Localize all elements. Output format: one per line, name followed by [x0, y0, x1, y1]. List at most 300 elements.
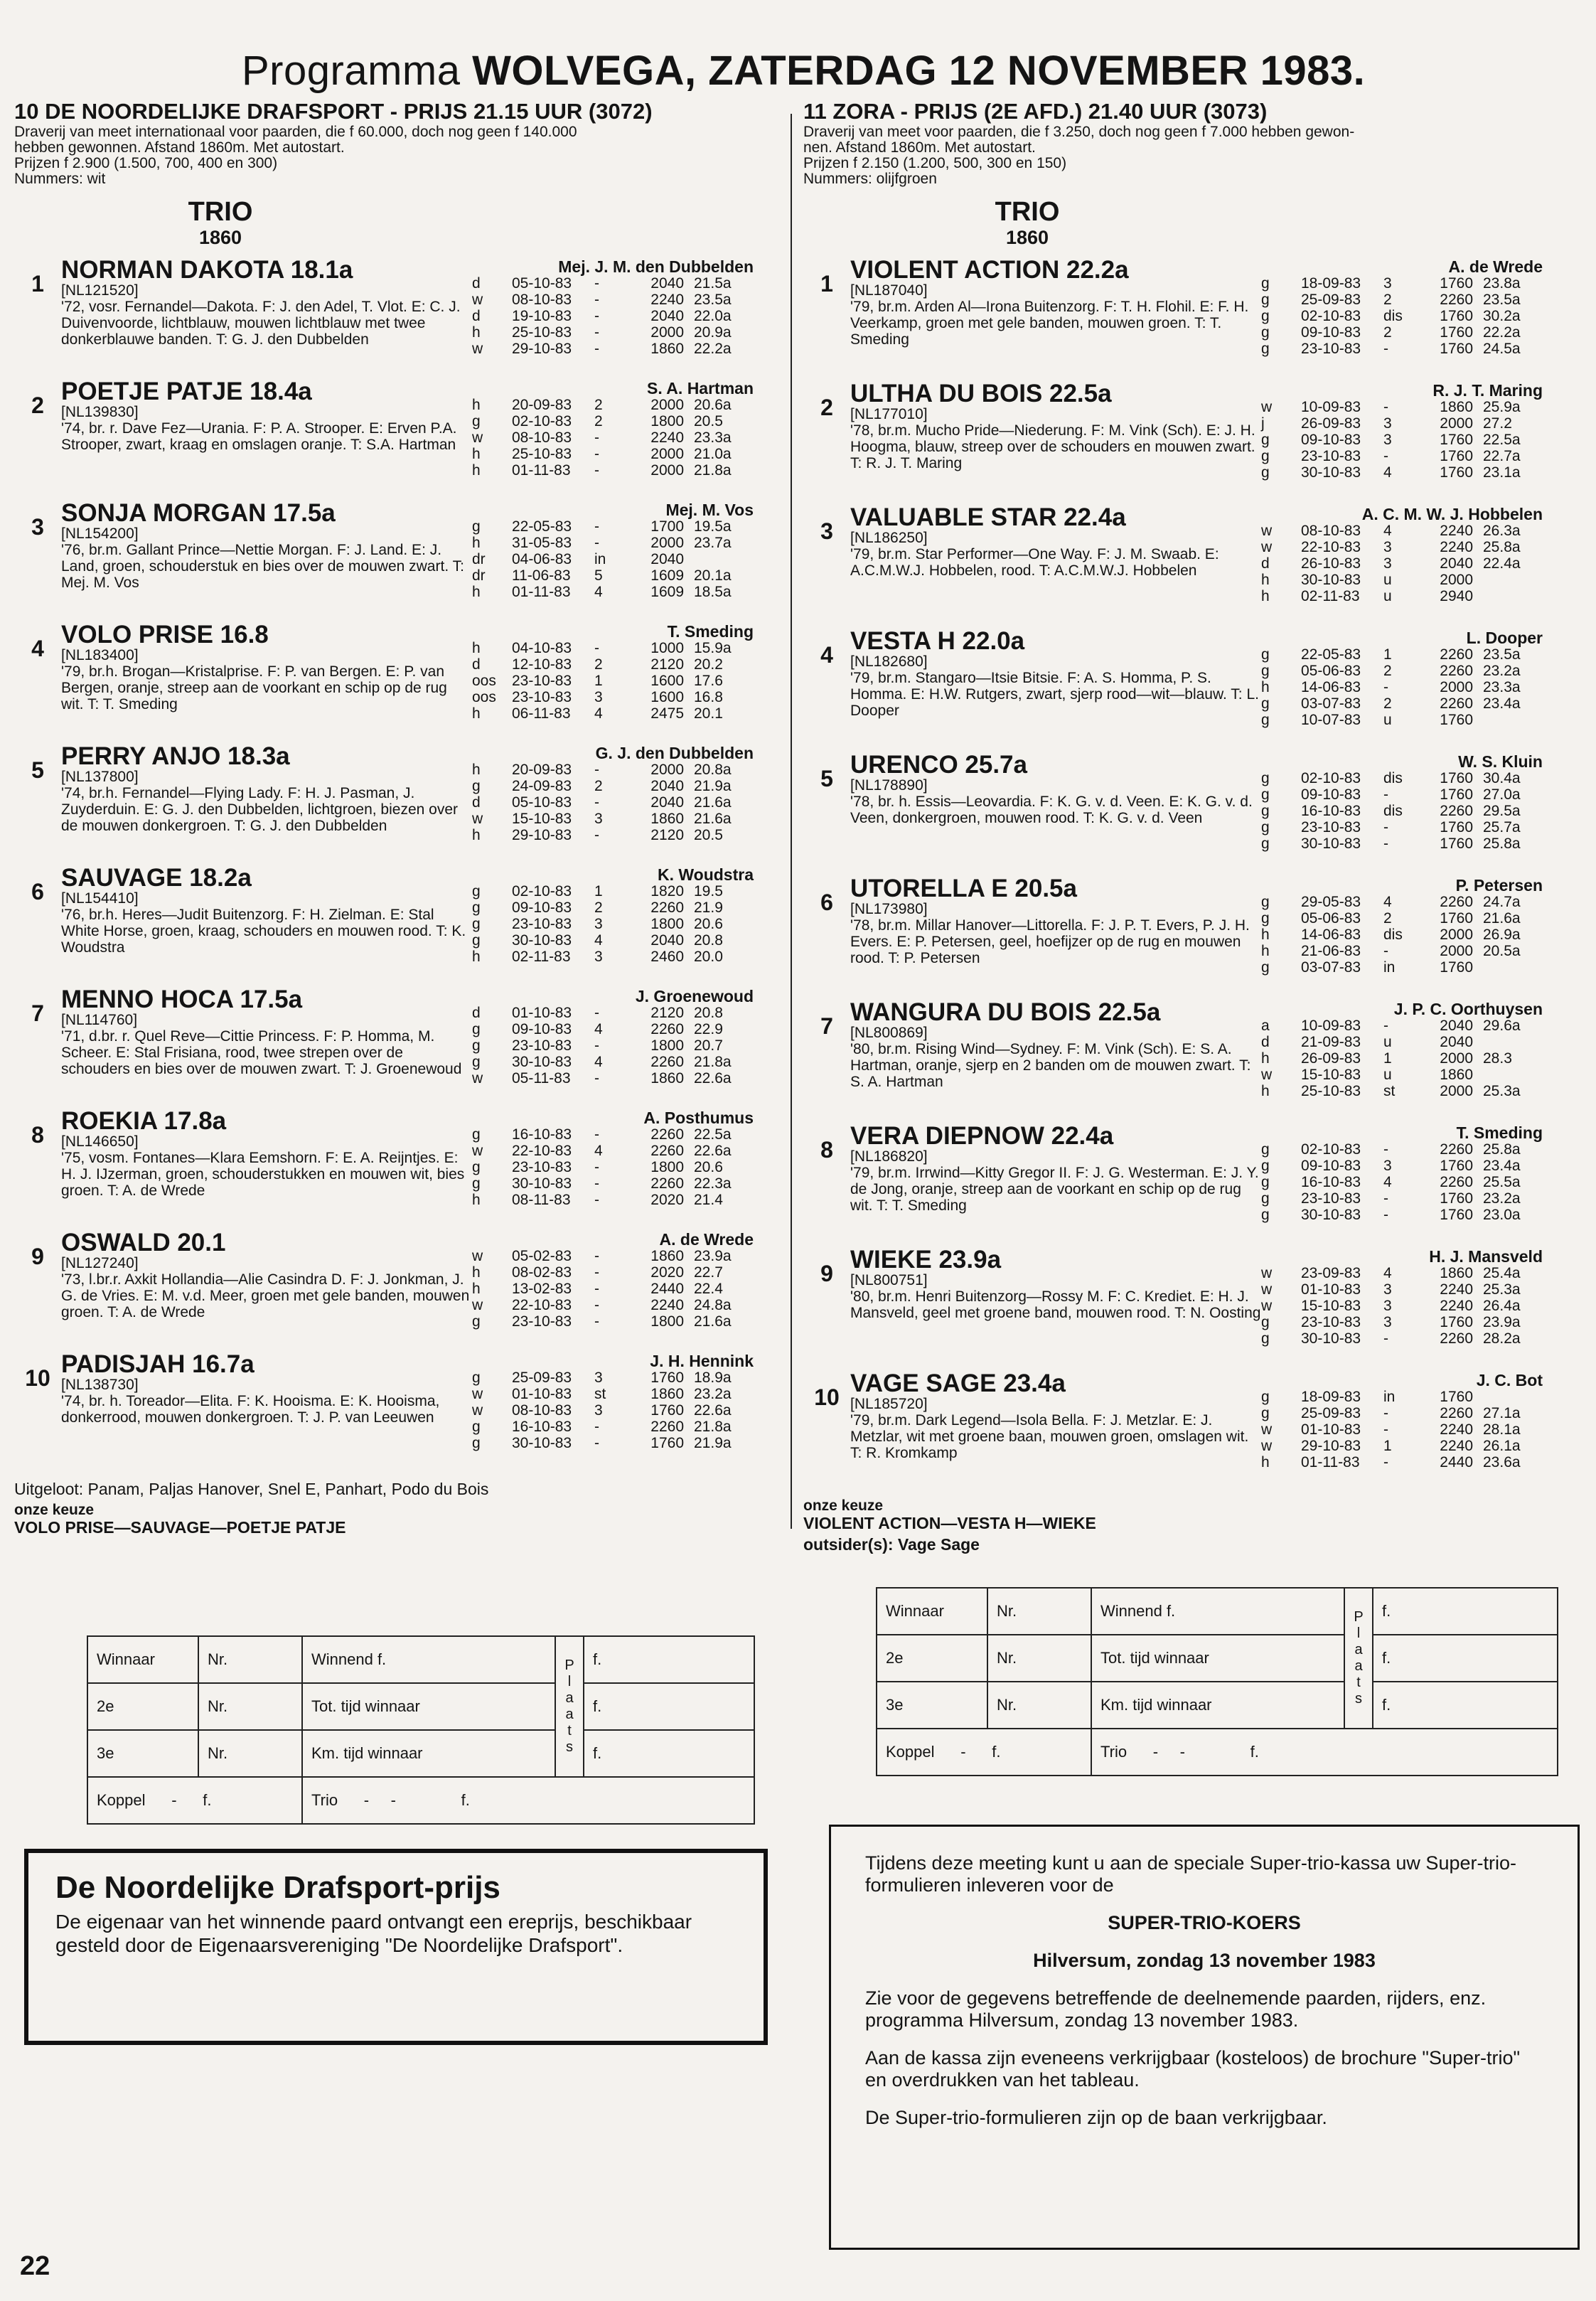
race-date: 03-07-83 — [1301, 695, 1361, 712]
race-date: 29-10-83 — [512, 341, 572, 357]
horse-name: WANGURA DU BOIS 22.5a — [850, 998, 1161, 1026]
race-date: 02-10-83 — [1301, 1141, 1361, 1158]
race-date: 01-11-83 — [512, 584, 571, 600]
race-date: 21-06-83 — [1301, 943, 1361, 959]
race-record-row — [1261, 943, 1540, 959]
track-code: d — [472, 308, 481, 324]
track-code: g — [1261, 1389, 1270, 1405]
distance: 2000 — [650, 324, 684, 341]
race-record-row — [1261, 1421, 1540, 1438]
placing: - — [1383, 1018, 1388, 1034]
race-record-row — [1261, 819, 1540, 835]
horse-description: '76, br.h. Heres—Judit Buitenzorg. F: H. Zielman. E: Stal White Horse, groen, kraag, schouders en mouwen rood. T: K. Woudstra — [61, 907, 466, 956]
track-code: h — [1261, 1083, 1270, 1099]
race-date: 23-10-83 — [1301, 1314, 1361, 1330]
distance: 1760 — [1440, 1389, 1473, 1405]
race-record-row — [472, 292, 751, 308]
km-time: 20.6 — [694, 916, 723, 932]
race-record-row — [472, 551, 751, 567]
km-time: 28.1a — [1483, 1421, 1521, 1438]
distance: 2000 — [1440, 1083, 1473, 1099]
track-code: h — [472, 705, 481, 722]
distance: 1800 — [650, 1037, 684, 1054]
race-date: 02-10-83 — [512, 413, 572, 429]
placing: - — [594, 1005, 599, 1021]
trio-heading: TRIO — [995, 197, 1060, 227]
race-date: 14-06-83 — [1301, 927, 1361, 943]
track-code: w — [472, 1143, 483, 1159]
horse-code: [NL154200] — [61, 525, 139, 542]
placing: 3 — [594, 1370, 603, 1386]
km-time: 20.8 — [694, 932, 723, 949]
race-date: 22-05-83 — [1301, 646, 1361, 663]
race-record-table — [472, 883, 751, 965]
km-time: 15.9a — [694, 640, 732, 656]
km-time: 23.9a — [694, 1248, 732, 1264]
horse-entry — [14, 1108, 782, 1229]
track-code: h — [472, 949, 481, 965]
race-date: 29-05-83 — [1301, 894, 1361, 910]
distance: 2260 — [1440, 292, 1473, 308]
km-time: 19.5a — [694, 518, 732, 535]
placing: 2 — [1383, 324, 1392, 341]
track-code: h — [472, 1192, 481, 1208]
race-record-row — [472, 899, 751, 916]
track-code: h — [472, 462, 481, 479]
distance: 2020 — [650, 1264, 684, 1281]
placing: 3 — [1383, 415, 1392, 432]
horse-name: VOLO PRISE 16.8 — [61, 621, 269, 648]
track-code: h — [1261, 679, 1270, 695]
placing: - — [594, 1175, 599, 1192]
track-code: d — [472, 794, 481, 811]
race-date: 05-11-83 — [512, 1070, 571, 1087]
horse-code: [NL182680] — [850, 653, 928, 670]
driver-name: S. A. Hartman — [647, 379, 754, 397]
race-record-row — [472, 883, 751, 899]
race-record-row — [472, 762, 751, 778]
race-record-row — [472, 640, 751, 656]
horse-entry — [14, 257, 782, 378]
onze-keuze-label: onze keuze — [14, 1502, 95, 1518]
horse-code: [NL114760] — [61, 1012, 138, 1028]
race-record-table — [472, 397, 751, 479]
km-time: 28.2a — [1483, 1330, 1521, 1347]
distance: 2240 — [1440, 1421, 1473, 1438]
placing: 3 — [1383, 1158, 1392, 1174]
track-code: w — [472, 292, 483, 308]
distance: 1760 — [1440, 464, 1473, 481]
placing: 1 — [594, 673, 603, 689]
horse-details — [61, 743, 472, 865]
placing: 4 — [1383, 523, 1392, 539]
race-record-row — [472, 1248, 751, 1264]
track-code: g — [472, 1313, 481, 1330]
distance: 2000 — [1440, 927, 1473, 943]
track-code: w — [1261, 1281, 1273, 1298]
race-info-line: Prijzen f 2.150 (1.200, 500, 300 en 150) — [803, 155, 1067, 171]
derde-label: 3e — [87, 1730, 198, 1777]
distance: 2940 — [1440, 588, 1473, 604]
track-code: h — [472, 640, 481, 656]
distance: 2240 — [1440, 1298, 1473, 1314]
race-record-row — [472, 1159, 751, 1175]
km-time: 23.3a — [1483, 679, 1521, 695]
placing: 4 — [1383, 464, 1392, 481]
km-time: 22.5a — [1483, 432, 1521, 448]
horse-number: 10 — [814, 1384, 840, 1410]
driver-name: A. C. M. W. J. Hobbelen — [1361, 505, 1543, 523]
placing: - — [594, 1435, 599, 1451]
track-code: w — [1261, 1265, 1273, 1281]
race-date: 10-07-83 — [1301, 712, 1361, 728]
trio-cell[interactable]: Trio - - f. — [302, 1777, 754, 1824]
km-time: 25.8a — [1483, 539, 1521, 555]
track-code: g — [472, 1126, 481, 1143]
race-date: 26-09-83 — [1301, 1050, 1361, 1067]
plaats-amount-cell[interactable]: f. — [584, 1636, 754, 1683]
distance: 1609 — [650, 567, 684, 584]
placing: in — [1383, 959, 1396, 976]
placing: - — [594, 1264, 599, 1281]
race-date: 02-10-83 — [1301, 308, 1361, 324]
km-time: 21.6a — [694, 1313, 732, 1330]
race-record-row — [1261, 1298, 1540, 1314]
distance: 1860 — [1440, 1265, 1473, 1281]
km-time — [1483, 1389, 1540, 1405]
horse-number: 10 — [25, 1365, 50, 1391]
distance: 1760 — [1440, 308, 1473, 324]
placing: - — [594, 308, 599, 324]
page-number: 22 — [20, 2251, 50, 2281]
distance: 2240 — [650, 292, 684, 308]
race-date: 08-10-83 — [512, 429, 572, 446]
driver-name: J. P. C. Oorthuysen — [1393, 1000, 1543, 1018]
track-code: h — [472, 1281, 481, 1297]
placing: - — [594, 518, 599, 535]
race-date: 01-11-83 — [512, 462, 571, 479]
distance: 2260 — [650, 1054, 684, 1070]
distance: 2240 — [650, 429, 684, 446]
horse-number: 1 — [820, 271, 833, 297]
km-time: 21.0a — [694, 446, 732, 462]
horse-number: 5 — [820, 766, 833, 791]
placing: 4 — [1383, 894, 1392, 910]
race-record-row — [472, 1037, 751, 1054]
race-record-row — [1261, 1438, 1540, 1454]
race-date: 05-10-83 — [512, 794, 572, 811]
race-date: 23-10-83 — [512, 1313, 572, 1330]
race-date: 01-11-83 — [1301, 1454, 1360, 1470]
horse-name: UTORELLA E 20.5a — [850, 875, 1077, 902]
nr-label: Nr. — [198, 1636, 302, 1683]
placing: dis — [1383, 803, 1403, 819]
race-record-row — [1261, 712, 1540, 728]
km-time: 23.3a — [694, 429, 732, 446]
race-date: 01-10-83 — [512, 1005, 572, 1021]
km-time: 23.2a — [694, 1386, 732, 1402]
plaats-amount-cell[interactable]: f. — [1373, 1682, 1558, 1729]
race-record-row — [1261, 786, 1540, 803]
horse-number: 6 — [31, 879, 44, 904]
trio-heading: TRIO — [188, 197, 253, 227]
horse-details — [61, 257, 472, 378]
placing: 3 — [1383, 555, 1392, 572]
race-date: 23-10-83 — [1301, 819, 1361, 835]
race-date: 23-09-83 — [1301, 1265, 1361, 1281]
plaats-amount-cell[interactable]: f. — [1373, 1588, 1558, 1635]
distance: 2000 — [650, 535, 684, 551]
horse-form — [1261, 1246, 1543, 1370]
track-code: h — [472, 584, 481, 600]
distance: 1760 — [1440, 1314, 1473, 1330]
page-title-main: WOLVEGA, ZATERDAG 12 NOVEMBER 1983. — [472, 48, 1366, 94]
track-code: g — [1261, 448, 1270, 464]
placing: 2 — [594, 413, 603, 429]
km-time: 22.6a — [694, 1070, 732, 1087]
horse-list — [14, 257, 782, 1473]
uitgeloot-line: Uitgeloot: Panam, Paljas Hanover, Snel E, Panhart, Podo du Bois — [14, 1480, 489, 1498]
race-date: 14-06-83 — [1301, 679, 1361, 695]
horse-form — [1261, 1123, 1543, 1246]
nr-label: Nr. — [987, 1635, 1091, 1682]
placing: 3 — [594, 1402, 603, 1419]
race-record-row — [1261, 572, 1540, 588]
super-trio-date: Hilversum, zondag 13 november 1983 — [1033, 1950, 1376, 1971]
race-date: 30-10-83 — [1301, 1330, 1361, 1347]
plaats-amount-cell[interactable]: f. — [584, 1683, 754, 1730]
horse-number: 4 — [31, 636, 44, 661]
race-record-table — [1261, 523, 1540, 604]
placing: - — [1383, 819, 1388, 835]
race-date: 23-10-83 — [1301, 1190, 1361, 1207]
placing: - — [1383, 341, 1388, 357]
km-time: 18.5a — [694, 584, 732, 600]
distance: 1760 — [650, 1402, 684, 1419]
horse-name: ULTHA DU BOIS 22.5a — [850, 380, 1112, 407]
distance: 2040 — [650, 778, 684, 794]
horse-details — [61, 986, 472, 1108]
horse-code: [NL138730] — [61, 1377, 139, 1393]
horse-code: [NL186250] — [850, 530, 928, 546]
placing: - — [594, 535, 599, 551]
race-date: 01-10-83 — [1301, 1421, 1361, 1438]
km-time — [1483, 959, 1540, 976]
distance: 2260 — [650, 1419, 684, 1435]
distance: 2000 — [1440, 1050, 1473, 1067]
horse-description: '78, br. h. Essis—Leovardia. F: K. G. v. d. Veen. E: K. G. v. d. Veen, donkergroen, mouwen rood. T: K. G. v. d. Veen — [850, 794, 1253, 826]
horse-entry — [803, 999, 1578, 1123]
horse-entry — [14, 865, 782, 986]
placing: u — [1383, 588, 1392, 604]
placing: 3 — [594, 949, 603, 965]
race-record-row — [472, 1313, 751, 1330]
placing: 3 — [1383, 1298, 1392, 1314]
race-info-line: Prijzen f 2.900 (1.500, 700, 400 en 300) — [14, 155, 278, 171]
horse-details — [61, 500, 472, 621]
race-record-table — [472, 275, 751, 357]
race-date: 30-10-83 — [512, 932, 572, 949]
horse-code: [NL146650] — [61, 1133, 139, 1150]
horse-form — [472, 743, 754, 865]
prize-info-box — [24, 1849, 768, 2045]
distance: 1000 — [650, 640, 684, 656]
distance: 1760 — [1440, 324, 1473, 341]
placing: 3 — [594, 811, 603, 827]
placing: u — [1383, 1034, 1392, 1050]
race-record-row — [472, 794, 751, 811]
race-record-table — [1261, 275, 1540, 357]
horse-description: '80, br.m. Rising Wind—Sydney. F: M. Vink (Sch). E: S. A. Hartman, oranje, sjerp en 2 banden om de mouwen zwart. T: S. A. Hartman — [850, 1041, 1251, 1090]
km-time: 29.5a — [1483, 803, 1521, 819]
placing: 3 — [1383, 275, 1392, 292]
km-time: 23.7a — [694, 535, 732, 551]
horse-code: [NL185720] — [850, 1396, 928, 1412]
placing: 1 — [1383, 646, 1392, 663]
distance: 2260 — [650, 1021, 684, 1037]
track-code: g — [1261, 712, 1270, 728]
race-date: 08-10-83 — [512, 1402, 572, 1419]
horse-form — [472, 378, 754, 500]
race-record-table — [472, 1126, 751, 1208]
track-code: g — [1261, 464, 1270, 481]
track-code: g — [472, 778, 481, 794]
track-code: w — [1261, 1421, 1273, 1438]
race-date: 10-09-83 — [1301, 1018, 1361, 1034]
race-date: 18-09-83 — [1301, 1389, 1361, 1405]
horse-form — [472, 865, 754, 986]
race-record-row — [472, 567, 751, 584]
distance: 1860 — [650, 811, 684, 827]
km-time: 21.9 — [694, 899, 723, 916]
horse-name: PERRY ANJO 18.3a — [61, 742, 290, 770]
race-record-row — [1261, 1174, 1540, 1190]
koppel-cell[interactable]: Koppel - f. — [877, 1729, 1091, 1776]
horse-details — [61, 1108, 472, 1229]
prize-box-text: De eigenaar van het winnende paard ontvangt een ereprijs, beschikbaar gesteld door de Eigenaarsvereniging "De Noordelijke Drafsport". — [55, 1911, 692, 1956]
plaats-amount-cell[interactable]: f. — [584, 1730, 754, 1777]
track-code: g — [1261, 1207, 1270, 1223]
race-date: 05-02-83 — [512, 1248, 572, 1264]
placing: - — [594, 762, 599, 778]
race-record-row — [472, 1005, 751, 1021]
distance: 2240 — [1440, 1438, 1473, 1454]
track-code: g — [1261, 1141, 1270, 1158]
km-time: 22.2a — [694, 341, 732, 357]
race-date: 01-10-83 — [512, 1386, 572, 1402]
race-date: 25-10-83 — [512, 324, 572, 341]
distance: 2020 — [650, 1192, 684, 1208]
placing: - — [594, 1313, 599, 1330]
race-record-row — [472, 916, 751, 932]
race-date: 09-10-83 — [512, 899, 572, 916]
horse-form — [472, 1351, 754, 1473]
track-code: w — [1261, 1067, 1273, 1083]
horse-name: VAGE SAGE 23.4a — [850, 1370, 1066, 1397]
onze-keuze-label: onze keuze — [803, 1497, 884, 1514]
race-record-row — [472, 778, 751, 794]
race-date: 10-09-83 — [1301, 399, 1361, 415]
horse-code: [NL173980] — [850, 901, 928, 917]
placing: - — [594, 1192, 599, 1208]
horse-name: ROEKIA 17.8a — [61, 1107, 227, 1135]
driver-name: A. de Wrede — [659, 1230, 754, 1249]
distance: 2260 — [1440, 646, 1473, 663]
km-time: 25.4a — [1483, 1265, 1521, 1281]
distance: 2240 — [1440, 523, 1473, 539]
track-code: oos — [472, 689, 496, 705]
track-code: g — [1261, 1190, 1270, 1207]
horse-description: '78, br.m. Millar Hanover—Littorella. F: J. P. T. Evers, P. J. H. Evers. E: P. Petersen, geel, hoefijzer op de rug en mouwen rood. T: P. Petersen — [850, 917, 1250, 966]
km-tijd-label: Km. tijd winnaar — [1091, 1682, 1344, 1729]
track-code: g — [1261, 819, 1270, 835]
horse-number: 8 — [820, 1137, 833, 1163]
track-code: g — [1261, 1314, 1270, 1330]
placing: 2 — [1383, 695, 1392, 712]
race-record-row — [1261, 803, 1540, 819]
race-record-row — [472, 1386, 751, 1402]
horse-code: [NL121520] — [61, 282, 139, 299]
plaats-amount-cell[interactable]: f. — [1373, 1635, 1558, 1682]
race-record-row — [472, 324, 751, 341]
km-time: 22.0a — [694, 308, 732, 324]
distance: 1760 — [650, 1370, 684, 1386]
horse-number: 2 — [820, 395, 833, 420]
horse-description: '79, br.m. Dark Legend—Isola Bella. F: J. Metzlar. E: J. Metzlar, wit met groene baan, mouwen groen, omslagen wit. T: R. Kromkamp — [850, 1412, 1249, 1461]
placing: - — [1383, 835, 1388, 852]
horse-name: SONJA MORGAN 17.5a — [61, 499, 336, 527]
distance: 2260 — [1440, 1405, 1473, 1421]
track-code: g — [1261, 803, 1270, 819]
race-date: 30-10-83 — [512, 1054, 572, 1070]
horse-details — [850, 752, 1261, 875]
koppel-cell[interactable]: Koppel - f. — [87, 1777, 302, 1824]
distance: 2000 — [1440, 572, 1473, 588]
race-info-line: nen. Afstand 1860m. Met autostart. — [803, 139, 1036, 156]
km-time: 24.8a — [694, 1297, 732, 1313]
horse-entry — [14, 1351, 782, 1473]
horse-name: PADISJAH 16.7a — [61, 1350, 255, 1378]
horse-details — [850, 1123, 1261, 1246]
horse-details — [850, 380, 1261, 504]
race-info-line: Draverij van meet voor paarden, die f 3.250, doch nog geen f 7.000 hebben gewon- — [803, 124, 1355, 140]
horse-number: 9 — [820, 1261, 833, 1286]
horse-code: [NL139830] — [61, 404, 139, 420]
race-record-row — [1261, 399, 1540, 415]
track-code: d — [1261, 555, 1270, 572]
km-time: 20.6 — [694, 1159, 723, 1175]
km-time: 21.8a — [694, 1054, 732, 1070]
placing: u — [1383, 1067, 1392, 1083]
page-title-lead: Programma — [242, 48, 461, 94]
trio-cell[interactable]: Trio - - f. — [1091, 1729, 1558, 1776]
distance: 2240 — [1440, 1281, 1473, 1298]
km-time: 23.5a — [1483, 292, 1521, 308]
placing: 2 — [594, 778, 603, 794]
distance: 2260 — [1440, 663, 1473, 679]
race-record-row — [472, 689, 751, 705]
track-code: g — [472, 1435, 481, 1451]
race-date: 02-11-83 — [1301, 588, 1360, 604]
placing: 4 — [594, 1054, 603, 1070]
km-time: 20.5a — [1483, 943, 1521, 959]
horse-name: VIOLENT ACTION 22.2a — [850, 256, 1129, 284]
track-code: g — [1261, 308, 1270, 324]
race-record-row — [1261, 275, 1540, 292]
race-record-row — [472, 1143, 751, 1159]
track-code: h — [1261, 927, 1270, 943]
tweede-label: 2e — [87, 1683, 198, 1730]
